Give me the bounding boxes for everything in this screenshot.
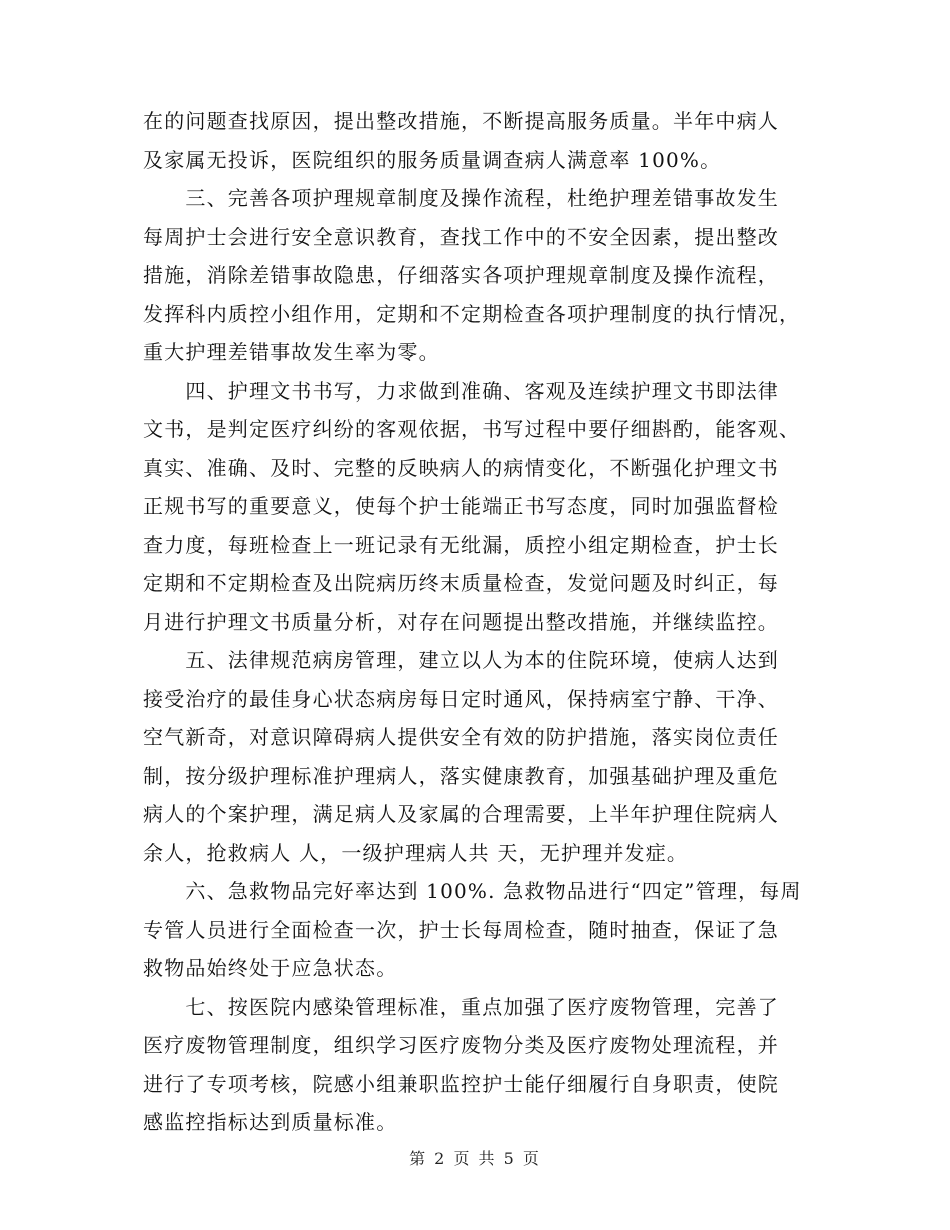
text-line: 空气新奇，对意识障碍病人提供安全有效的防护措施，落实岗位责任	[143, 725, 779, 749]
paragraph-item-3	[143, 179, 808, 372]
text-line: 接受治疗的最佳身心状态病房每日定时通风，保持病室宁静、干净、	[143, 686, 779, 711]
text-line: 七、按医院内感染管理标准，重点加强了医疗废物管理，完善了	[143, 994, 779, 1019]
text-line: 制，按分级护理标准护理病人，落实健康教育，加强基础护理及重危	[143, 763, 779, 788]
text-line: 真实、准确、及时、完整的反映病人的病情变化，不断强化护理文书	[143, 455, 779, 480]
text-line: 余人，抢救病人 人，一级护理病人共 天，无护理并发症。	[143, 840, 689, 865]
text-line: 正规书写的重要意义，使每个护士能端正书写态度，同时加强监督检	[143, 494, 779, 518]
text-line: 每周护士会进行安全意识教育，查找工作中的不安全因素，提出整改	[143, 224, 779, 249]
text-line: 及家属无投诉，医院组织的服务质量调查病人满意率 100%。	[143, 147, 722, 172]
text-line: 感监控指标达到质量标准。	[143, 1110, 398, 1134]
paragraph	[143, 102, 808, 179]
text-line: 三、完善各项护理规章制度及操作流程，杜绝护理差错事故发生	[143, 186, 779, 210]
text-line: 救物品始终处于应急状态。	[143, 956, 398, 980]
text-line: 医疗废物管理制度，组织学习医疗废物分类及医疗废物处理流程，并	[143, 1033, 779, 1057]
text-line: 六、急救物品完好率达到 100%. 急救物品进行“四定”管理，每周	[143, 879, 802, 903]
text-line: 专管人员进行全面检查一次，护士长每周检查，随时抽查，保证了急	[143, 917, 779, 942]
text-line: 查力度，每班检查上一班记录有无纰漏，质控小组定期检查，护士长	[143, 532, 779, 557]
page-number-footer: 第 2 页 共 5 页	[409, 1149, 541, 1168]
text-line: 五、法律规范病房管理，建立以人为本的住院环境，使病人达到	[143, 648, 779, 672]
text-line: 发挥科内质控小组作用，定期和不定期检查各项护理制度的执行情况，	[143, 301, 801, 326]
text-line: 病人的个案护理，满足病人及家属的合理需要，上半年护理住院病人	[143, 802, 779, 826]
paragraph-item-4	[143, 372, 808, 642]
text-line: 进行了专项考核，院感小组兼职监控护士能仔细履行自身职责，使院	[143, 1071, 779, 1096]
text-line: 文书，是判定医疗纠纷的客观依据，书写过程中要仔细斟酌，能客观、	[143, 417, 801, 441]
text-line: 四、护理文书书写，力求做到准确、客观及连续护理文书即法律	[143, 378, 779, 403]
text-line: 在的问题查找原因，提出整改措施，不断提高服务质量。半年中病人	[143, 109, 779, 133]
paragraph-item-7	[143, 988, 808, 1142]
paragraph-item-6	[143, 872, 808, 988]
text-line: 月进行护理文书质量分析，对存在问题提出整改措施，并继续监控。	[143, 609, 779, 634]
document-body	[143, 102, 808, 1142]
text-line: 重大护理差错事故发生率为零。	[143, 340, 440, 364]
text-line: 措施，消除差错事故隐患，仔细落实各项护理规章制度及操作流程，	[143, 263, 779, 287]
paragraph-item-5	[143, 641, 808, 872]
text-line: 定期和不定期检查及出院病历终末质量检查，发觉问题及时纠正，每	[143, 571, 779, 595]
